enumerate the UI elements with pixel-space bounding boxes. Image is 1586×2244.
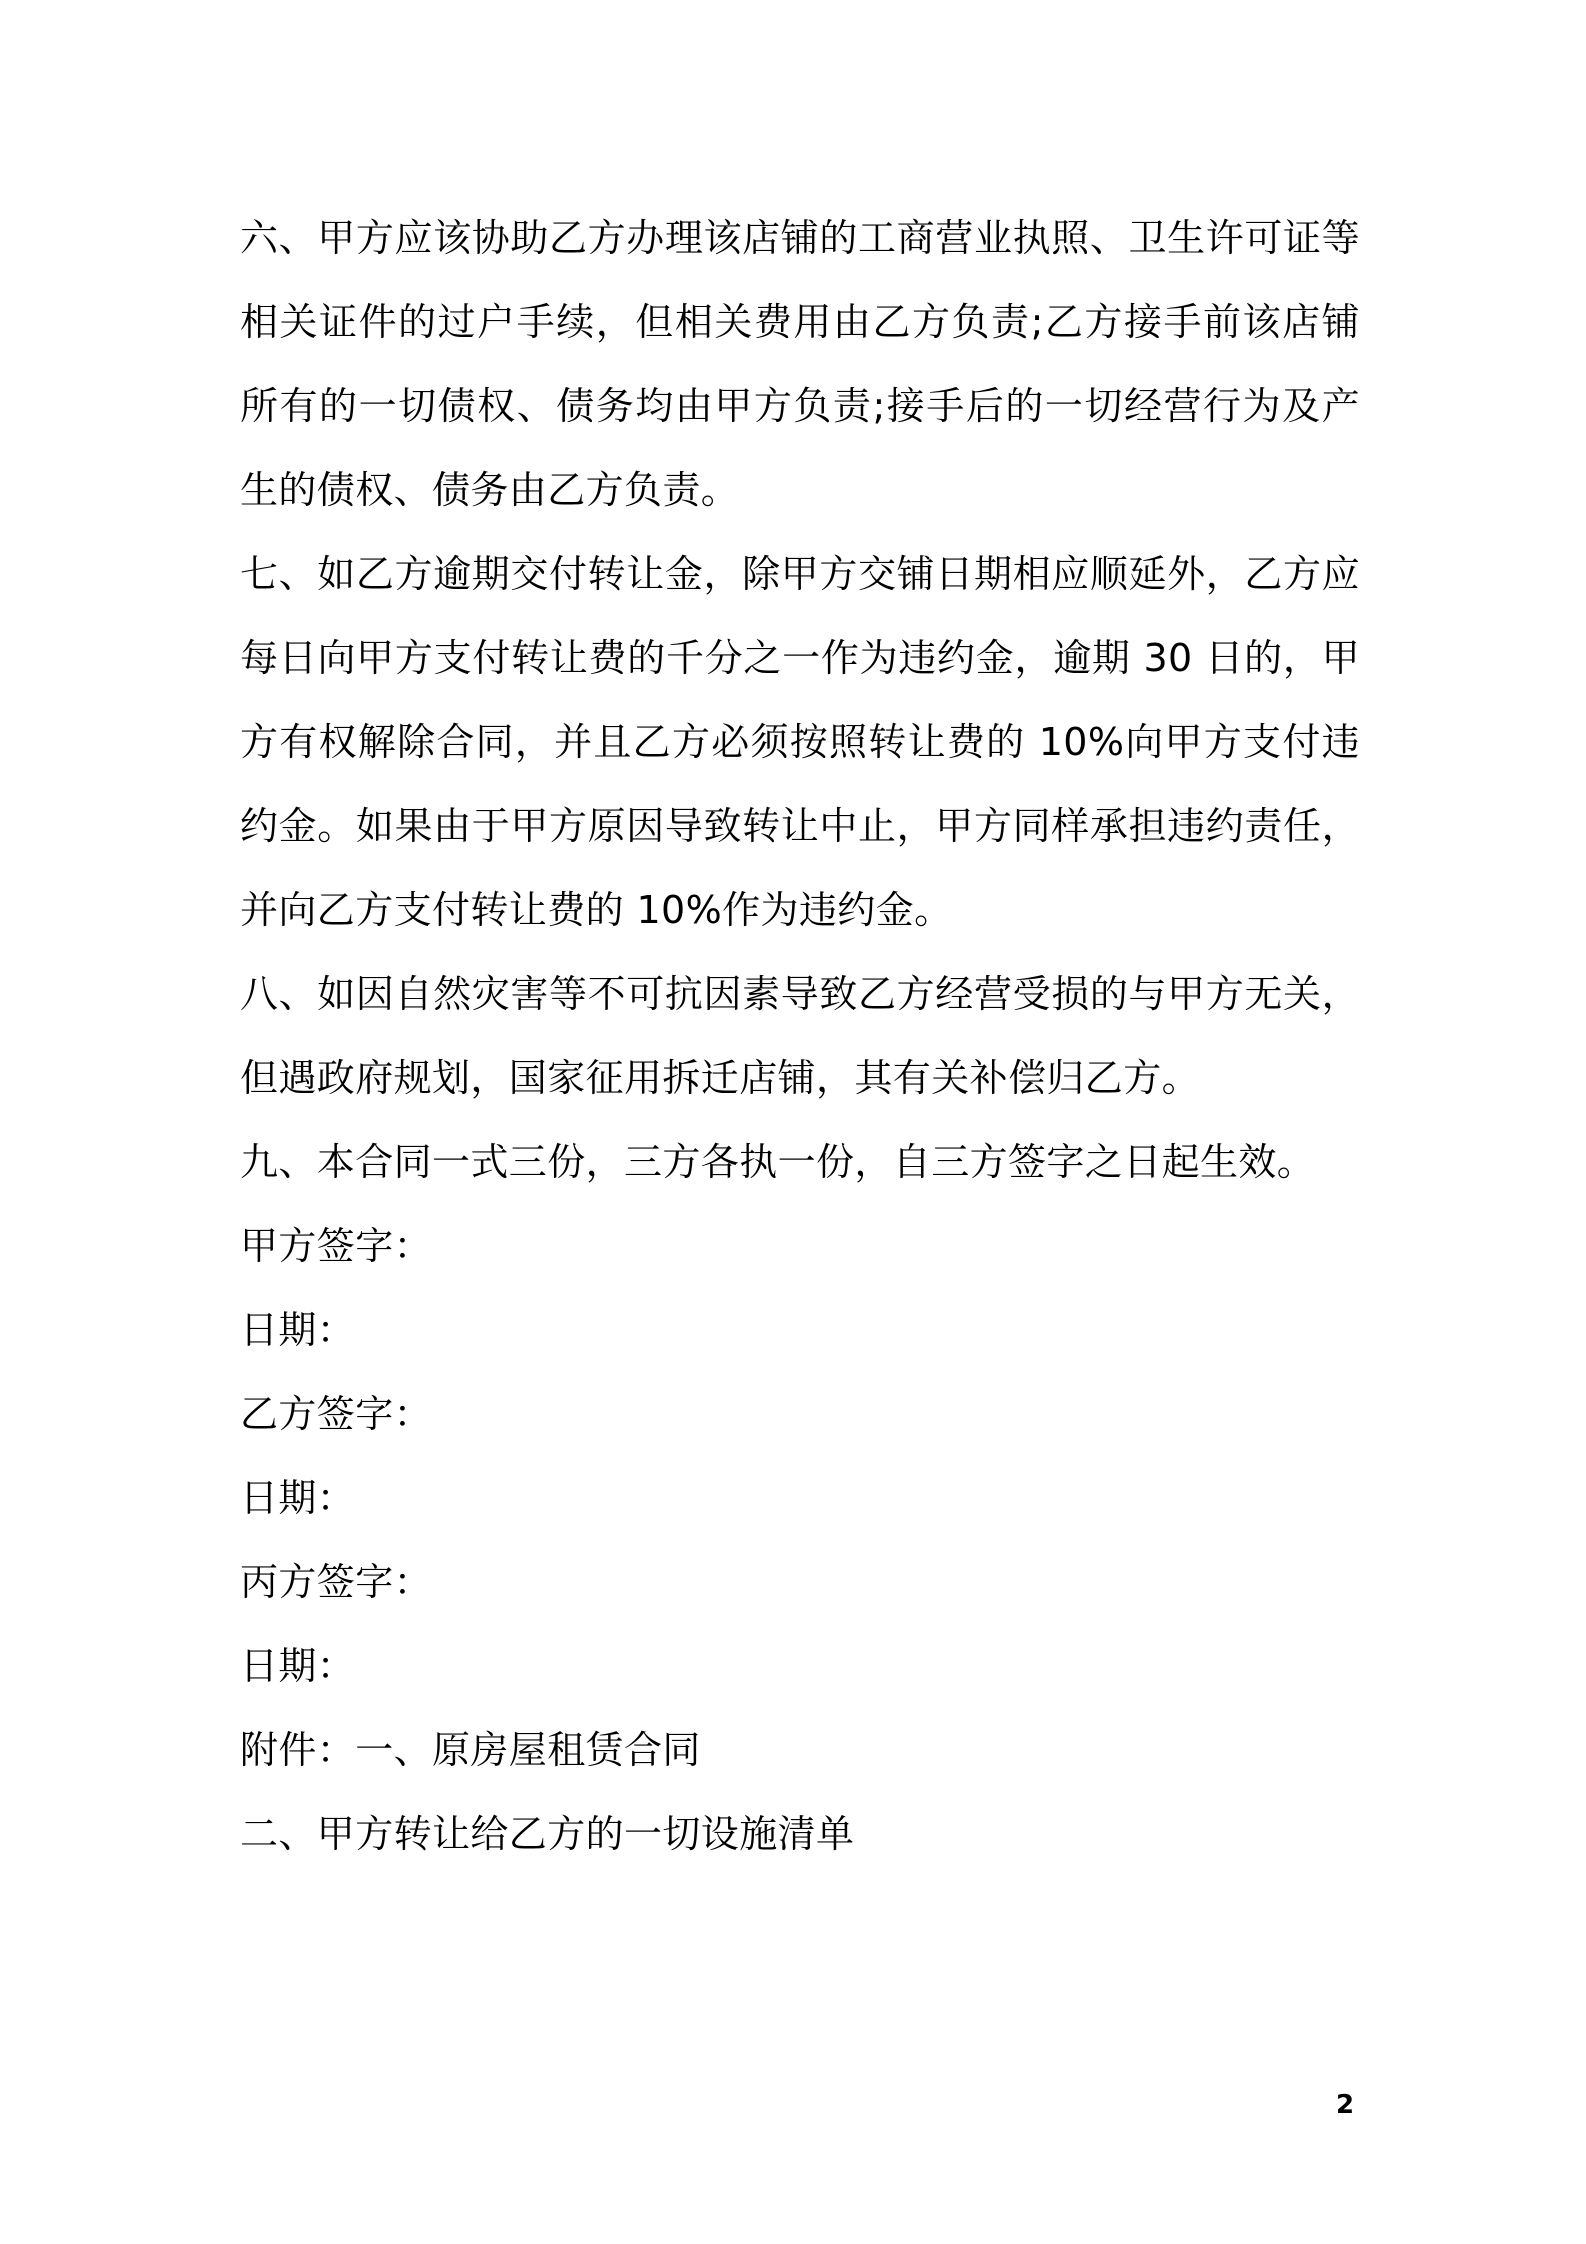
- document-body: [240, 196, 1360, 1876]
- attachment-line-1: 附件：一、原房屋租赁合同: [240, 1728, 701, 1772]
- party-c-date-label: 日期：: [240, 1644, 356, 1688]
- clause-seven: 七、如乙方逾期交付转让金，除甲方交铺日期相应顺延外，乙方应每日向甲方支付转让费的千分之一作为违约金，逾期 30 日的，甲方有权解除合同，并且乙方必须按照转让费的 10%向甲方支付违约金。如果由于甲方原因导致转让中止，甲方同样承担违约责任，并向乙方支付转让费的 10%作为违约金。: [240, 552, 1360, 932]
- party-c-signature-label: 丙方签字：: [240, 1560, 433, 1604]
- clause-nine: 九、本合同一式三份，三方各执一份，自三方签字之日起生效。: [240, 1140, 1316, 1184]
- clause-eight: 八、如因自然灾害等不可抗因素导致乙方经营受损的与甲方无关，但遇政府规划，国家征用拆迁店铺，其有关补偿归乙方。: [240, 972, 1360, 1100]
- party-a-date-label: 日期：: [240, 1308, 356, 1352]
- party-b-date-label: 日期：: [240, 1476, 356, 1520]
- party-b-signature-label: 乙方签字：: [240, 1392, 433, 1436]
- attachment-line-2: 二、甲方转让给乙方的一切设施清单: [240, 1812, 855, 1856]
- clause-six: 六、甲方应该协助乙方办理该店铺的工商营业执照、卫生许可证等相关证件的过户手续，但相关费用由乙方负责;乙方接手前该店铺所有的一切债权、债务均由甲方负责;接手后的一切经营行为及产生的债权、债务由乙方负责。: [240, 216, 1360, 512]
- party-a-signature-label: 甲方签字：: [240, 1224, 433, 1268]
- page-number: 2: [1336, 2090, 1355, 2120]
